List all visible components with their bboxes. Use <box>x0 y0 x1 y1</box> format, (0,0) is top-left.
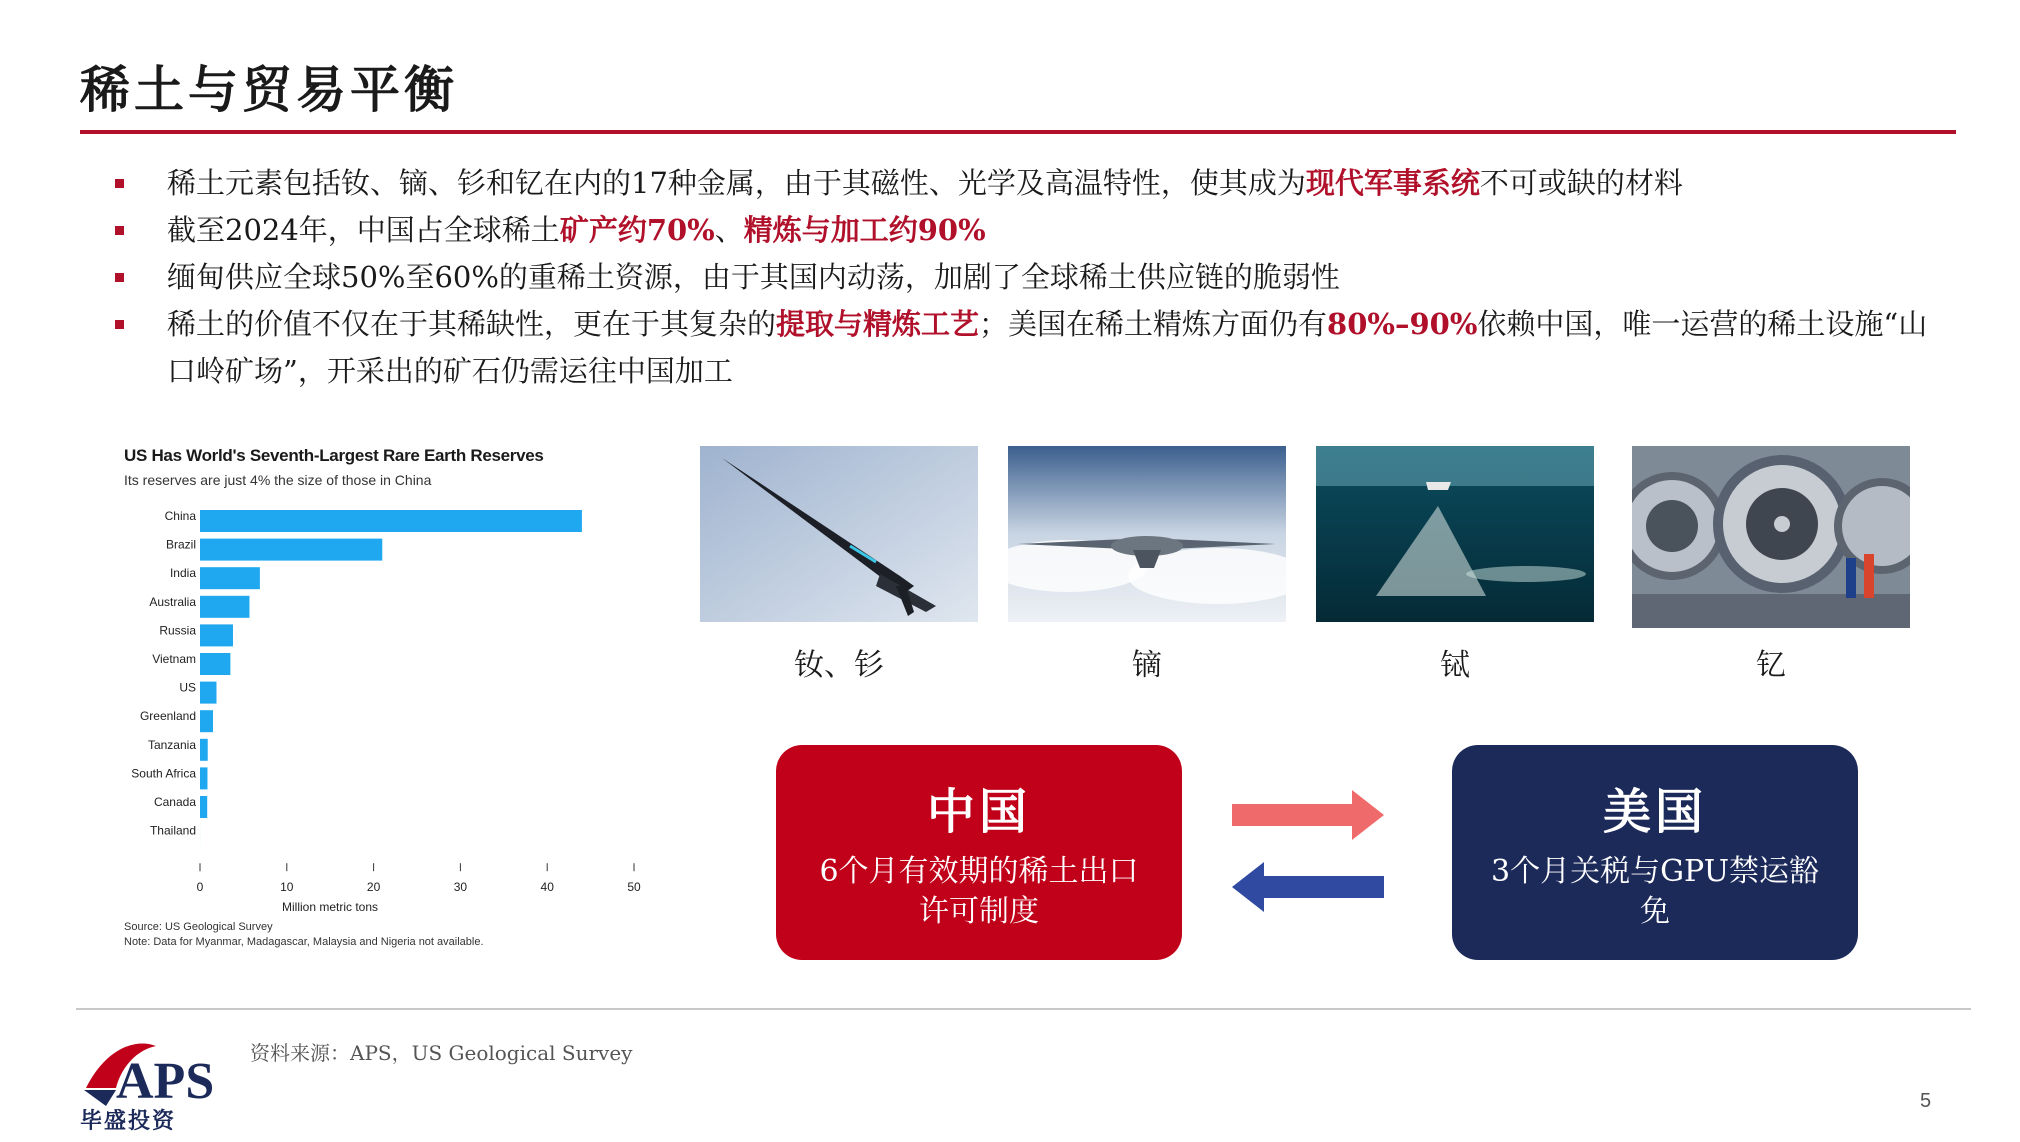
bullet-text: 截至2024年，中国占全球稀土 <box>167 213 560 247</box>
chart-category-label: US <box>179 680 196 695</box>
logo-cn-text: 毕盛投资 <box>80 1109 177 1134</box>
image-label-engine: 钇 <box>1756 648 1786 683</box>
bullet-text: 、 <box>714 213 744 247</box>
chart-category-label: Brazil <box>165 537 196 552</box>
bullet-text: 缅甸供应全球50%至60%的重稀土资源，由于其国内动荡，加剧了全球稀土供应链的脆弱性 <box>167 260 1340 294</box>
page-number: 5 <box>1920 1090 1932 1112</box>
chart-category-label: Greenland <box>139 709 196 724</box>
logo-text: APS <box>116 1053 215 1110</box>
chart-tick-label: 30 <box>453 880 468 895</box>
chart-category-label: China <box>164 509 196 523</box>
title-divider <box>80 130 1956 134</box>
bullet-text: 稀土的价值不仅在于其稀缺性，更在于其复杂的 <box>167 307 777 341</box>
chart-plot <box>120 440 660 920</box>
chart-category-label: Vietnam <box>152 652 196 666</box>
arrow-left-icon <box>1232 862 1392 912</box>
us-box-title: 美国 <box>1602 784 1707 840</box>
china-box <box>776 745 1182 960</box>
chart-category-label: India <box>169 566 196 581</box>
chart-bar <box>200 796 207 818</box>
chart-source <box>124 920 484 950</box>
us-box-body: 3个月关税与GPU禁运豁免 <box>1491 854 1819 929</box>
arrow-right-icon <box>1232 790 1392 840</box>
chart-tick-label: 10 <box>280 880 294 895</box>
chart-tick-label: 50 <box>627 880 641 895</box>
chart-bar <box>200 624 233 646</box>
sonar-ship-image <box>1316 446 1594 622</box>
missile-image <box>700 446 978 622</box>
bullet-item <box>115 254 1945 301</box>
bullet-marker-icon <box>115 226 124 235</box>
reserves-chart <box>120 440 660 960</box>
footer-divider <box>76 1008 1971 1010</box>
chart-bar <box>200 653 230 675</box>
chart-bar <box>200 539 382 561</box>
bullet-list <box>115 160 1945 395</box>
bullet-item <box>115 301 1945 395</box>
bullet-text: 不可或缺的材料 <box>1479 166 1683 200</box>
china-box-title: 中国 <box>926 784 1031 840</box>
chart-tick-label: 20 <box>366 880 381 895</box>
chart-source-line: Source: US Geological Survey <box>124 921 273 933</box>
chart-category-label: Tanzania <box>147 737 196 752</box>
chart-title: US Has World's Seventh-Largest Rare Earth Reserves <box>124 446 544 465</box>
chart-category-label: South Africa <box>131 766 196 781</box>
bullet-item <box>115 207 1945 254</box>
image-label-sonar: 铽 <box>1440 648 1470 683</box>
jet-engine-image <box>1632 446 1910 628</box>
highlight-text: 现代军事系统 <box>1305 166 1480 200</box>
bullet-text: 依赖中国，唯一运营的稀土设施“山口岭矿场”，开采出的矿石仍需运往中国加工 <box>167 307 1928 388</box>
chart-bar <box>200 767 207 789</box>
highlight-text: 提取与精炼工艺 <box>776 307 980 341</box>
us-box <box>1452 745 1858 960</box>
chart-bar <box>200 682 216 704</box>
image-label-missile: 钕、钐 <box>794 648 884 683</box>
china-box-body: 6个月有效期的稀土出口许可制度 <box>819 854 1139 929</box>
highlight-text: 矿产约70% <box>559 213 715 247</box>
highlight-text: 80%–90% <box>1327 307 1478 341</box>
chart-bar <box>200 739 208 761</box>
chart-bar <box>200 567 260 589</box>
page-title: 稀土与贸易平衡 <box>80 61 458 119</box>
chart-bar <box>200 510 582 532</box>
chart-bar <box>200 710 213 732</box>
chart-note-line: Note: Data for Myanmar, Madagascar, Malaysia and Nigeria not available. <box>124 936 484 948</box>
bullet-marker-icon <box>115 320 124 329</box>
bullet-marker-icon <box>115 179 124 188</box>
image-label-drone: 镝 <box>1132 648 1162 683</box>
bullet-text: 稀土元素包括钕、镝、钐和钇在内的17种金属，由于其磁性、光学及高温特性，使其成为 <box>167 166 1306 200</box>
chart-tick-label: 0 <box>196 880 204 895</box>
chart-x-axis-label: Million metric tons <box>281 900 379 915</box>
chart-bar <box>200 596 249 618</box>
drone-image <box>1008 446 1286 622</box>
chart-category-label: Australia <box>149 594 196 609</box>
bullet-marker-icon <box>115 273 124 282</box>
bullet-item <box>115 160 1945 207</box>
bullet-text: ；美国在稀土精炼方面仍有 <box>979 307 1328 341</box>
chart-tick-label: 40 <box>540 880 554 895</box>
chart-category-label: Russia <box>159 623 196 638</box>
chart-subtitle: Its reserves are just 4% the size of those in China <box>124 472 432 488</box>
chart-category-label: Thailand <box>149 823 196 838</box>
highlight-text: 精炼与加工约90% <box>743 213 986 247</box>
chart-category-label: Canada <box>153 795 196 809</box>
source-note: 资料来源：APS，US Geological Survey <box>250 1041 633 1065</box>
